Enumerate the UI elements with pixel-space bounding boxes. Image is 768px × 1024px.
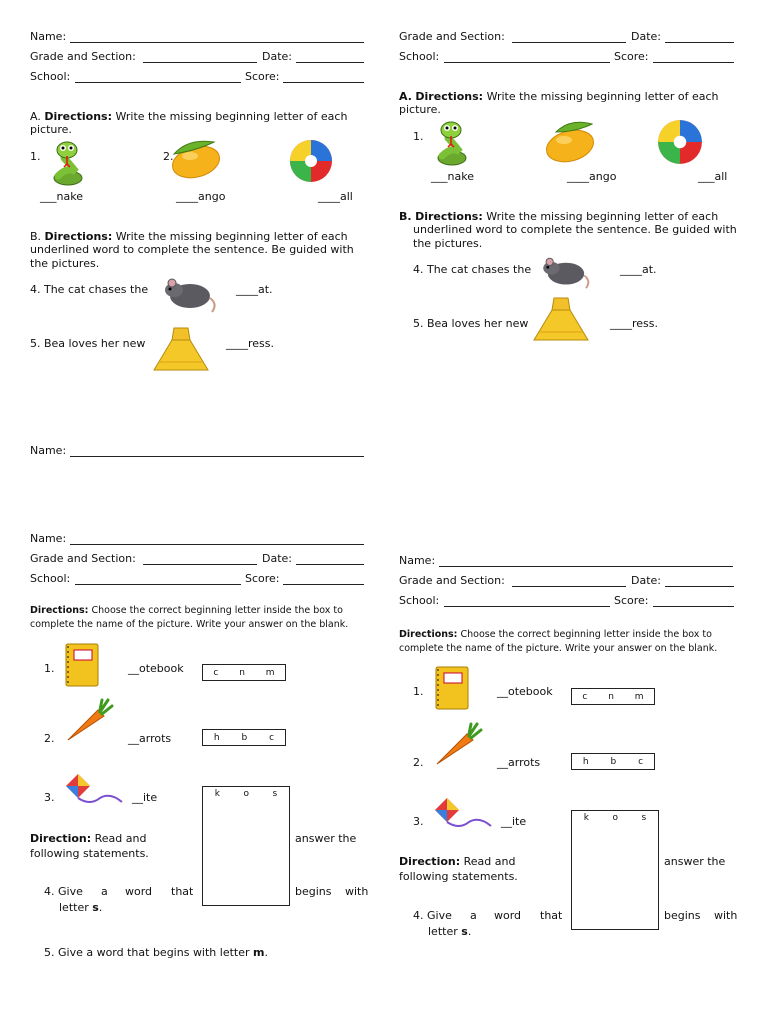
letter-choice: s [641, 813, 647, 823]
question-4-word: word [125, 885, 153, 898]
letter-box-2 [202, 729, 286, 746]
direction-2-text-2: following statements. [399, 870, 518, 883]
score-label: Score: [614, 594, 649, 607]
question-4-word: that [540, 909, 563, 922]
sentence-5: 5. Bea loves her new [413, 317, 529, 330]
item-number: 1. [413, 130, 424, 143]
directions-b [30, 230, 348, 243]
question-4-word: 4. Give [44, 885, 83, 898]
directions-a-text: Write the missing beginning letter of each [486, 90, 719, 103]
directions-a-text: Write the missing beginning letter of each [115, 110, 348, 123]
directions-b-text: Write the missing beginning letter of each [115, 230, 348, 243]
letter-choice: c [269, 732, 275, 743]
word-dress: ____ress. [226, 337, 275, 350]
date-blank[interactable] [665, 42, 734, 43]
directions-bold: Directions: [30, 605, 89, 616]
letter-choice: o [243, 789, 249, 799]
item-number: 3. [44, 791, 55, 804]
word-kite: __ite [132, 791, 158, 804]
directions-text: Choose the correct beginning letter inside the box to [460, 629, 712, 640]
ball-icon [288, 138, 334, 184]
directions-b-text-2: underlined word to complete the sentence. Be guided with [413, 223, 737, 236]
direction-2 [399, 855, 515, 868]
directions-a-text-2: picture. [399, 103, 441, 116]
snake-icon [434, 118, 470, 168]
word-carrots: __arrots [497, 756, 541, 769]
question-4-text: letter [428, 925, 458, 938]
grade-section-label: Grade and Section: [30, 50, 136, 63]
name-blank[interactable] [439, 566, 733, 567]
directions-text-2: complete the name of the picture. Write your answer on the blank. [30, 619, 349, 630]
directions-b-text-3: the pictures. [413, 237, 483, 250]
directions-text-2: complete the name of the picture. Write your answer on the blank. [399, 643, 718, 654]
item-number: 1. [413, 685, 424, 698]
grade-section-label: Grade and Section: [30, 552, 136, 565]
letter-choice: m [634, 691, 644, 702]
word-snake: ___nake [40, 190, 83, 203]
score-blank[interactable] [653, 62, 734, 63]
notebook-icon [432, 665, 472, 711]
school-label: School: [399, 594, 440, 607]
question-4-word: that [171, 885, 194, 898]
school-blank[interactable] [444, 606, 610, 607]
score-blank[interactable] [283, 82, 364, 83]
question-4-word: begins [295, 885, 332, 898]
grade-section-label: Grade and Section: [399, 30, 505, 43]
question-4-word: with [714, 909, 738, 922]
date-label: Date: [262, 50, 292, 63]
letter-choice: n [608, 691, 614, 702]
direction-bold: Direction: [399, 855, 461, 868]
question-4-line-2: letter s. [59, 901, 103, 914]
letter-choice: k [583, 813, 589, 823]
word-mango: ____ango [567, 170, 617, 183]
letter-choice: s [272, 789, 278, 799]
word-kite: __ite [501, 815, 527, 828]
directions-a-text-2: picture. [30, 123, 72, 136]
kite-icon [433, 796, 493, 832]
notebook-icon [62, 642, 102, 688]
letter-choice: m [265, 667, 275, 678]
item-number: 1. [44, 662, 55, 675]
carrot-icon [64, 698, 114, 744]
ball-icon [656, 118, 704, 166]
rat-icon [160, 270, 220, 314]
score-label: Score: [245, 572, 280, 585]
name-blank[interactable] [70, 456, 364, 457]
school-blank[interactable] [75, 584, 241, 585]
rat-icon [536, 250, 596, 290]
question-4-word: with [345, 885, 369, 898]
grade-section-blank[interactable] [143, 62, 257, 63]
item-number: 2. [413, 756, 424, 769]
question-4-word: begins [664, 909, 701, 922]
mango-icon [542, 116, 598, 164]
snake-icon [50, 138, 86, 188]
school-label: School: [30, 70, 71, 83]
question-5: 5. Give a word that begins with letter m. [44, 946, 268, 959]
directions-bold: Directions: [415, 210, 483, 223]
letter-choice: c [638, 756, 644, 767]
item-number: 2. [163, 150, 174, 163]
sentence-4: 4. The cat chases the [413, 263, 532, 276]
word-rat: ____at. [620, 263, 657, 276]
question-4-word: word [494, 909, 522, 922]
item-number: 2. [44, 732, 55, 745]
score-label: Score: [245, 70, 280, 83]
question-4-word: 4. Give [413, 909, 452, 922]
word-mango: ____ango [176, 190, 226, 203]
name-label: Name: [30, 532, 67, 545]
directions-a [399, 90, 719, 103]
grade-section-blank[interactable] [143, 564, 257, 565]
name-blank[interactable] [70, 42, 364, 43]
letter-choice: b [610, 756, 617, 767]
direction-bold: Direction: [30, 832, 92, 845]
letter-choice: n [239, 667, 245, 678]
word-notebook: __otebook [497, 685, 553, 698]
item-number: 1. [30, 150, 41, 163]
question-4-text: letter [59, 901, 89, 914]
word-ball: ___all [698, 170, 728, 183]
school-label: School: [30, 572, 71, 585]
directions-bold: Directions: [415, 90, 484, 103]
directions-text: Choose the correct beginning letter inside the box to [91, 605, 343, 616]
direction-2-text-b: answer the [295, 832, 357, 845]
direction-2-text: Read and [94, 832, 147, 845]
item-number: 3. [413, 815, 424, 828]
letter-box-3 [202, 786, 290, 906]
section-b-prefix: B. [30, 230, 42, 243]
section-a-prefix: A. [30, 110, 41, 123]
directions-bold: Directions: [399, 629, 458, 640]
word-snake: ___nake [431, 170, 474, 183]
question-4-letter: s [92, 901, 99, 914]
question-4-word: a [470, 909, 477, 922]
letter-choice: c [582, 691, 588, 702]
section-b-prefix: B. [399, 210, 412, 223]
grade-section-label: Grade and Section: [399, 574, 505, 587]
date-blank[interactable] [296, 564, 364, 565]
carrot-icon [433, 722, 483, 768]
name-blank[interactable] [70, 544, 364, 545]
letter-choice: c [213, 667, 219, 678]
word-carrots: __arrots [128, 732, 172, 745]
date-label: Date: [262, 552, 292, 565]
score-blank[interactable] [283, 584, 364, 585]
letter-choice: b [241, 732, 248, 743]
kite-icon [64, 772, 124, 808]
directions [399, 629, 712, 640]
direction-2-text-b: answer the [664, 855, 726, 868]
direction-2-text-2: following statements. [30, 847, 149, 860]
name-label: Name: [30, 444, 67, 457]
grade-section-blank[interactable] [512, 42, 626, 43]
directions [30, 605, 343, 616]
date-label: Date: [631, 30, 661, 43]
date-label: Date: [631, 574, 661, 587]
school-blank[interactable] [75, 82, 241, 83]
letter-box-1 [571, 688, 655, 705]
letter-box-2 [571, 753, 655, 770]
question-4-letter: s [461, 925, 468, 938]
word-dress: ____ress. [610, 317, 659, 330]
directions-b [399, 210, 718, 223]
directions-bold: Directions: [44, 230, 113, 243]
sentence-5: 5. Bea loves her new [30, 337, 146, 350]
name-label: Name: [30, 30, 67, 43]
question-4-line-2: letter s. [428, 925, 472, 938]
word-notebook: __otebook [128, 662, 184, 675]
directions-b-text-2: underlined word to complete the sentence. Be guided with [30, 243, 354, 256]
mango-icon [168, 136, 224, 180]
letter-box-1 [202, 664, 286, 681]
dress-icon [152, 326, 210, 374]
word-rat: ____at. [236, 283, 273, 296]
directions-bold: Directions: [44, 110, 112, 123]
directions-b-text: Write the missing beginning letter of each [486, 210, 719, 223]
date-blank[interactable] [665, 586, 734, 587]
date-blank[interactable] [296, 62, 364, 63]
sentence-4: 4. The cat chases the [30, 283, 149, 296]
section-a-prefix: A. [399, 90, 412, 103]
direction-2-text: Read and [463, 855, 516, 868]
name-label: Name: [399, 554, 436, 567]
directions-b-text-3: the pictures. [30, 257, 100, 270]
word-ball: ____all [318, 190, 353, 203]
letter-choice: k [214, 789, 220, 799]
school-blank[interactable] [444, 62, 610, 63]
letter-choice: h [213, 732, 220, 743]
letter-choice: h [582, 756, 589, 767]
school-label: School: [399, 50, 440, 63]
letter-choice: o [612, 813, 618, 823]
question-5-letter: m [253, 946, 265, 959]
dress-icon [532, 296, 590, 344]
direction-2 [30, 832, 146, 845]
score-label: Score: [614, 50, 649, 63]
letter-box-3 [571, 810, 659, 930]
question-5-text: 5. Give a word that begins with letter [44, 946, 250, 959]
question-4-word: a [101, 885, 108, 898]
score-blank[interactable] [653, 606, 734, 607]
directions-a [30, 110, 347, 123]
grade-section-blank[interactable] [512, 586, 626, 587]
